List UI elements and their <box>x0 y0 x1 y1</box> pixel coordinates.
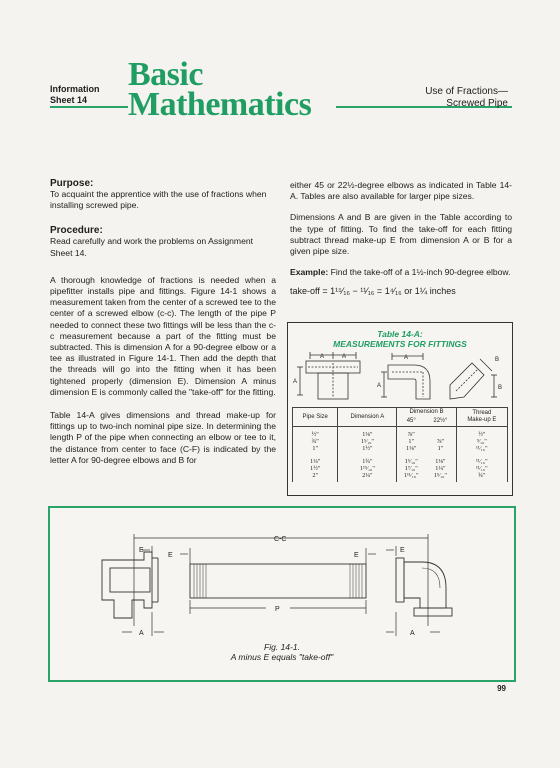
cell-dim-b22: 1" <box>425 445 456 452</box>
elbow-45-drawing <box>450 357 500 399</box>
table-row <box>293 465 508 472</box>
right-column <box>290 180 512 296</box>
cell-thread: ½" <box>456 427 507 439</box>
elbow-label-a-top: A <box>404 355 409 361</box>
example-paragraph <box>290 267 512 278</box>
purpose-text: To acquaint the apprentice with the use of fractions when installing screwed pipe. <box>50 189 267 211</box>
label-cc: C-C <box>274 536 287 543</box>
pipe-assembly-drawing <box>50 508 514 640</box>
cell-pipe-size: ½" <box>293 427 338 439</box>
tee-drawing <box>102 552 158 618</box>
tee-label-a-left: A <box>320 354 325 360</box>
table-row <box>293 427 508 439</box>
col-header-22deg: 22½° <box>425 417 456 427</box>
purpose-title: Purpose: <box>50 178 94 189</box>
table-row <box>293 445 508 452</box>
left-column <box>50 178 276 466</box>
sheet-label <box>50 84 100 106</box>
intro-paragraph: A thorough knowledge of fractions is needed when a pipefitter installs pipe and fittings. Figure 14-1 shows a measurement taken from the center of a screwed tee to the center of a screwed elbow (c-c). The length of the pipe P needed to connect these two fittings will be less than the c-c measurement because a part of the fitting must be subtracted. This is dimension A for a 90-degree elbow or a tee as illustrated in Figure 14-1. Then add the depth that the threads will go into the fitting when it has been tightened properly (dimension E). Dimension A minus dimension E is commonly called the "take-off" for the fitting. <box>50 274 276 397</box>
cell-dim-b22: ⅞" <box>425 438 456 445</box>
procedure-title: Procedure: <box>50 225 103 237</box>
fittings-labels <box>293 354 502 391</box>
topic-label <box>425 86 508 110</box>
takeoff-formula: take-off = 1¹⁵⁄₁₆ − ¹¹⁄₁₆ = 1⁴⁄₁₆ or 1¼ inches <box>290 286 456 297</box>
label-e-elbow: E <box>400 547 405 554</box>
col-header-thread-line1: Thread <box>472 410 492 416</box>
col-header-pipe-size: Pipe Size <box>293 408 338 427</box>
sheet-label-line1: Information <box>50 84 100 94</box>
cell-dim-b22 <box>425 427 456 439</box>
page-number: 99 <box>497 684 506 693</box>
label-e-tee: E <box>139 547 144 554</box>
table-title-line2: MEASUREMENTS FOR FITTINGS <box>333 339 467 349</box>
cell-thread: ¹¹⁄₁₆" <box>456 465 507 472</box>
cell-dim-a: 1⅛" <box>338 427 397 439</box>
table-row <box>293 453 508 465</box>
label-a-elbow: A <box>410 630 415 637</box>
tee-label-a-vertical: A <box>293 379 298 385</box>
example-label: Example: <box>290 267 329 278</box>
cell-thread: ¹¹⁄₁₆" <box>456 453 507 465</box>
label-e-pipe-left: E <box>168 552 173 559</box>
cell-dim-a: 1½" <box>338 445 397 452</box>
topic-line2: Screwed Pipe <box>446 98 508 109</box>
cell-dim-b45: 1¹¹⁄₁₆" <box>397 472 425 482</box>
figure-caption-line2: A minus E equals "take-off" <box>230 652 334 662</box>
col-header-dimension-b: Dimension B <box>397 408 456 418</box>
col-header-dimension-a: Dimension A <box>338 408 397 427</box>
col-header-thread <box>456 408 507 427</box>
table-row <box>293 472 508 482</box>
cell-pipe-size: 1" <box>293 445 338 452</box>
continuation-paragraph: either 45 or 22½-degree elbows as indicated in Table 14-A. Tables are also available for larger pipe sizes. <box>290 180 512 202</box>
sheet-label-line2: Sheet 14 <box>50 95 88 105</box>
table-title-line1: Table 14-A: <box>377 329 423 339</box>
figure-14-1 <box>48 506 516 682</box>
cell-pipe-size: 1¼" <box>293 453 338 465</box>
elbow-drawing <box>396 558 452 616</box>
topic-line1: Use of Fractions— <box>425 86 508 97</box>
cell-dim-b22: 1¼" <box>425 465 456 472</box>
cell-dim-b45: ⅞" <box>397 427 425 439</box>
table-paragraph: Table 14-A gives dimensions and thread make-up for fittings up to two-inch nominal pipe size. In determining the length P of the pipe when connecting an elbow or tee to it, the distance from center to face (C-F) is indicated by the letter A for 90-degree elbows and B for <box>50 410 276 465</box>
header-rule-left <box>50 106 128 108</box>
cell-thread: ¹¹⁄₁₆" <box>456 445 507 452</box>
figure-caption-line1: Fig. 14-1. <box>264 642 300 652</box>
label-a-tee: A <box>139 630 144 637</box>
brand-line1: Basic <box>128 56 203 93</box>
cell-dim-b45: 1⁵⁄₁₆" <box>397 453 425 465</box>
dimension-lines <box>122 534 440 636</box>
pipe-drawing <box>190 564 366 598</box>
fittings-table <box>292 407 508 482</box>
cell-thread: ⁹⁄₁₆" <box>456 438 507 445</box>
col-header-thread-line2: Make-up E <box>467 417 497 423</box>
figure-caption <box>50 642 514 662</box>
elbow-label-a-side: A <box>377 383 382 389</box>
figure-labels <box>139 536 415 637</box>
cell-dim-b45: 1⅛" <box>397 445 425 452</box>
cell-dim-a: 1¾" <box>338 453 397 465</box>
elbow45-label-b-side: B <box>498 385 503 391</box>
cell-dim-b22: 1⅛" <box>425 453 456 465</box>
cell-pipe-size: 2" <box>293 472 338 482</box>
procedure-text: Read carefully and work the problems on Assignment Sheet 14. <box>50 236 254 258</box>
label-e-pipe-right: E <box>354 552 359 559</box>
cell-dim-b45: 1⁷⁄₁₆" <box>397 465 425 472</box>
brand-line2: Mathematics <box>128 86 312 123</box>
cell-dim-b22: 1⁵⁄₁₆" <box>425 472 456 482</box>
table-row <box>293 438 508 445</box>
cell-dim-a: 2¼" <box>338 472 397 482</box>
dimensions-paragraph: Dimensions A and B are given in the Table according to the type of fitting. To find the take-off for each fitting subtract thread make-up E from dimension A or B for a given pipe size. <box>290 212 512 257</box>
table-title <box>288 329 512 349</box>
label-p: P <box>275 606 280 613</box>
cell-dim-a: 1¹⁵⁄₁₆" <box>338 465 397 472</box>
cell-dim-b45: 1" <box>397 438 425 445</box>
cell-thread: ¾" <box>456 472 507 482</box>
col-header-45deg: 45° <box>397 417 425 427</box>
cell-pipe-size: ¾" <box>293 438 338 445</box>
elbow45-label-b-top: B <box>495 357 500 363</box>
cell-dim-a: 1⁵⁄₁₆" <box>338 438 397 445</box>
table-14a <box>287 322 513 496</box>
tee-fitting-drawing <box>297 352 360 399</box>
example-text: Find the take-off of a 1½-inch 90-degree elbow. <box>328 267 511 278</box>
cell-pipe-size: 1½" <box>293 465 338 472</box>
fittings-drawings <box>288 351 512 405</box>
brand-title <box>128 56 312 123</box>
tee-label-a-right: A <box>342 354 347 360</box>
